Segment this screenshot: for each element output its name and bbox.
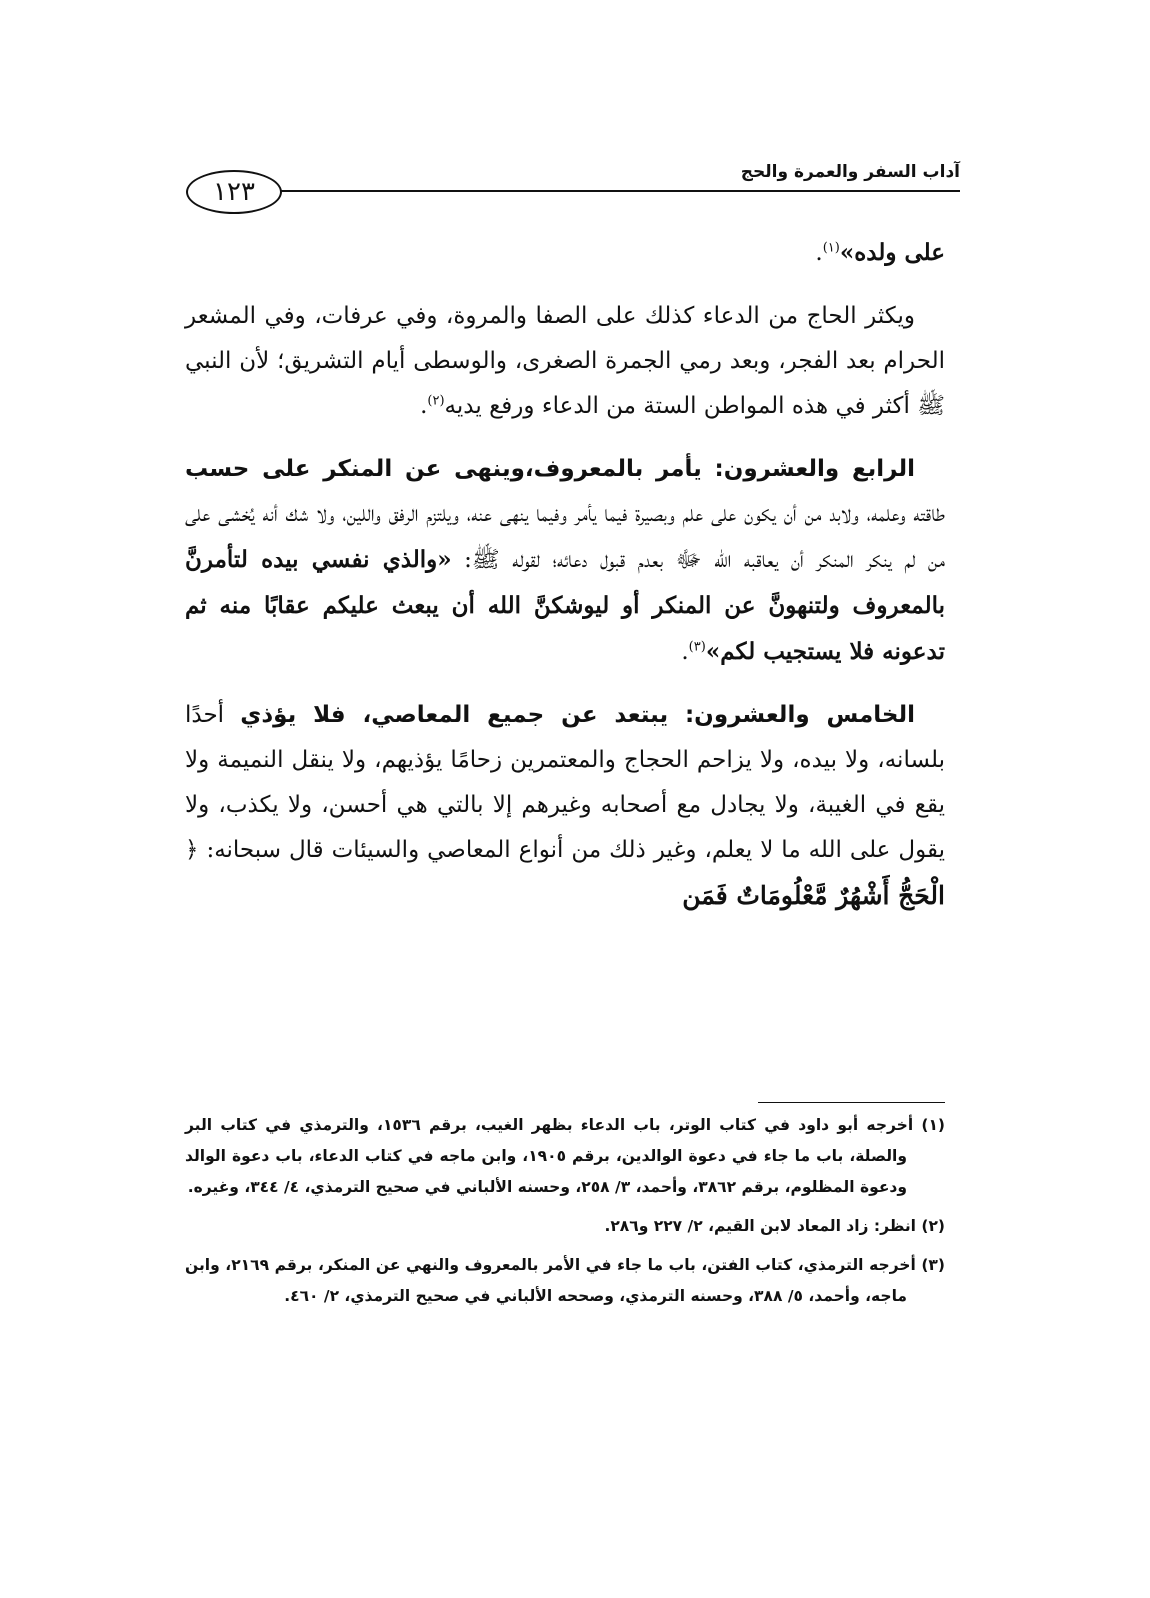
- running-header: [180, 160, 960, 210]
- paragraph-4-text: أحدًا بلسانه، ولا بيده، ولا يزاحم الحجاج والمعتمرين زحامًا يؤذيهم، ولا ينقل النميمة ولا يقع في الغيبة، ولا يجادل مع أصحابه وغيرهم إلا بالتي هي أحسن، ولا يكذب، ولا يقول على الله ما لا يعلم، وغير ذلك من أنواع المعاصي والسيئات قال سبحانه:: [185, 702, 945, 863]
- main-text: [185, 230, 945, 920]
- page-number-badge: [186, 170, 282, 214]
- footnote-1: (١) أخرجه أبو داود في كتاب الوتر، باب الدعاء بظهر الغيب، برقم ١٥٣٦، والترمذي في كتاب البر والصلة، باب ما جاء في دعوة الوالدين، برقم ١٩٠٥، وابن ماجه في كتاب الدعاء، باب دعوة الوالد ودعوة المظلوم، برقم ٣٨٦٢، وأحمد، ٣/ ٢٥٨، وحسنه الألباني في صحيح الترمذي، ٤/ ٣٤٤، وغيره.: [185, 1116, 945, 1196]
- paragraph-2: [185, 294, 945, 429]
- hadith-ending: على ولده»: [839, 239, 945, 266]
- section-heading-25: الخامس والعشرون: يبتعد عن جميع المعاصي، فلا يؤذي: [240, 702, 915, 728]
- footnote-ref-1: (١): [822, 240, 840, 256]
- section-heading-24: الرابع والعشرون: يأمر بالمعروف،وينهى عن المنكر على حسب: [185, 456, 915, 482]
- paragraph-1: [185, 230, 945, 276]
- footnote-ref-3: (٣): [688, 639, 706, 655]
- quran-open-bracket: ﴿: [185, 837, 199, 863]
- hadith-quote: «والذي نفسي بيده لتأمرنَّ بالمعروف ولتنهونَّ عن المنكر أو ليوشكنَّ الله أن يبعث عليكم عقابًا منه ثم تدعونه فلا يستجيب لكم»: [185, 546, 945, 665]
- footnote-separator: [758, 1102, 945, 1103]
- header-rule: [275, 190, 960, 192]
- paragraph-3-text: طاقته وعلمه، ولابد من أن يكون على علم وبصيرة فيما يأمر وفيما ينهى عنه، ويلتزم الرفق واللين، ولا شك أنه يُخشى على من لم ينكر المنكر أن يعاقبه الله ﷻ بعدم قبول دعائه؛ لقوله ﷺ:: [185, 501, 945, 573]
- period: .: [815, 240, 823, 266]
- paragraph-2-text: ويكثر الحاج من الدعاء كذلك على الصفا والمروة، وفي عرفات، وفي المشعر الحرام بعد الفجر، وبعد رمي الجمرة الصغرى، والوسطى أيام التشريق؛ لأن النبي ﷺ أكثر في هذه المواطن الستة من الدعاء ورفع يديه: [185, 303, 945, 419]
- quran-verse: الْحَجُّ أَشْهُرٌ مَّعْلُومَاتٌ فَمَن: [682, 881, 945, 910]
- period: .: [420, 393, 428, 419]
- period: .: [681, 639, 689, 665]
- footnotes: [185, 1110, 945, 1320]
- book-title: آداب السفر والعمرة والحج: [740, 162, 960, 182]
- paragraph-3: [185, 447, 945, 675]
- footnote-3: (٣) أخرجه الترمذي، كتاب الفتن، باب ما جاء في الأمر بالمعروف والنهي عن المنكر، برقم ٢١٦٩، وابن ماجه، وأحمد، ٥/ ٣٨٨، وحسنه الترمذي، وصححه الألباني في صحيح الترمذي، ٢/ ٤٦٠.: [185, 1256, 945, 1305]
- paragraph-4: [185, 693, 945, 920]
- page-number: ١٢٣: [213, 177, 255, 207]
- footnote-ref-2: (٢): [427, 393, 445, 409]
- footnote-2: (٢) انظر: زاد المعاد لابن القيم، ٢/ ٢٢٧ و٢٨٦.: [604, 1217, 945, 1235]
